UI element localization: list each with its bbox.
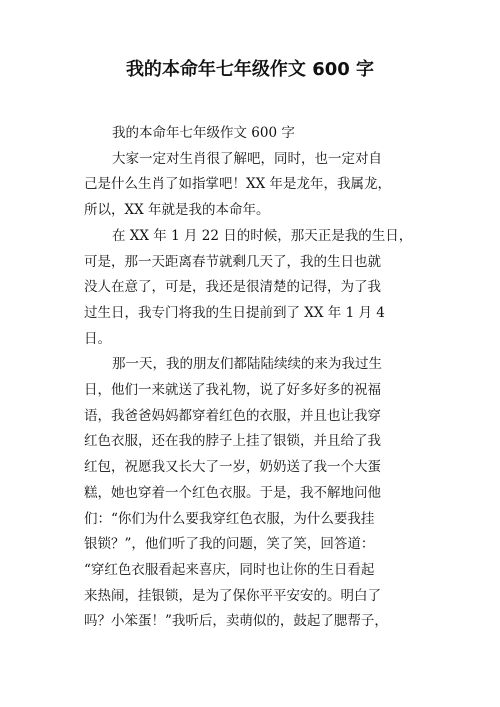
body-line: 己是什么生肖了如指掌吧！XX 年是龙年，我属龙， [84, 176, 392, 193]
body-line: 所以，XX 年就是我的本命年。 [84, 202, 270, 219]
body-line: 语，我爸爸妈妈都穿着红色的衣服，并且也让我穿 [84, 407, 381, 424]
body-line: 红包，祝愿我又长大了一岁，奶奶送了我一个大蛋 [84, 459, 381, 476]
document-body [84, 121, 424, 635]
body-line: 来热闹，挂银锁，是为了保你平平安安的。明白了 [84, 587, 381, 604]
body-line: 大家一定对生肖很了解吧，同时，也一定对自 [112, 150, 382, 167]
body-line: 没人在意了，可是，我还是很清楚的记得，为了我 [84, 279, 381, 296]
body-line: 日。 [84, 330, 111, 347]
body-line: 那一天，我的朋友们都陆陆续续的来为我过生 [112, 356, 382, 373]
body-line: 糕，她也穿着一个红色衣服。于是，我不解地问他 [84, 484, 381, 501]
body-line: 可是，那一天距离春节就剩几天了，我的生日也就 [84, 253, 381, 270]
body-line: 吗？小笨蛋！”我听后，卖萌似的，鼓起了腮帮子， [84, 613, 388, 630]
body-line: 过生日，我专门将我的生日提前到了 XX 年 1 月 4 [84, 304, 385, 321]
body-line: “穿红色衣服看起来喜庆，同时也让你的生日看起 [84, 561, 375, 578]
body-line: 红色衣服，还在我的脖子上挂了银锁，并且给了我 [84, 433, 381, 450]
document-title: 我的本命年七年级作文 600 字 [125, 59, 375, 80]
body-line: 银锁？”，他们听了我的问题，笑了笑，回答道： [84, 536, 375, 553]
body-line: 在 XX 年 1 月 22 日的时候，那天正是我的生日， [112, 227, 413, 244]
body-line-subtitle: 我的本命年七年级作文 600 字 [112, 125, 295, 141]
body-line: 们：“你们为什么要我穿红色衣服，为什么要我挂 [84, 510, 375, 527]
body-line: 日，他们一来就送了我礼物，说了好多好多的祝福 [84, 382, 381, 399]
